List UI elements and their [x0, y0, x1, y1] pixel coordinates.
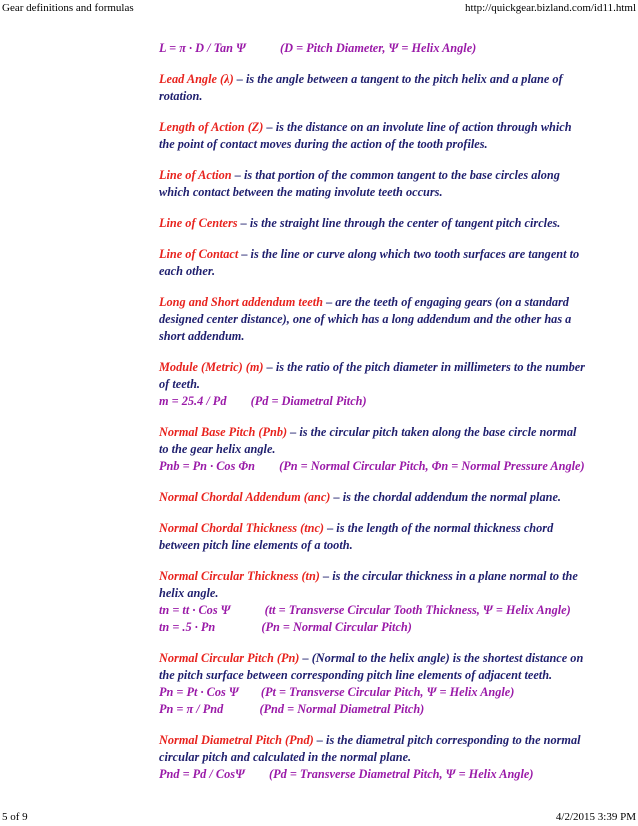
- document-body: [159, 40, 609, 797]
- term: Normal Circular Pitch (Pn): [159, 651, 300, 665]
- formula: tn = tt · Cos Ψ: [159, 603, 231, 617]
- definition-text: the pitch surface between corresponding pitch line elements of adjacent teeth.: [159, 668, 553, 682]
- formula-note: (Pnd = Normal Diametral Pitch): [259, 702, 425, 716]
- definition-normal-base-pitch: [159, 424, 609, 475]
- term: Normal Diametral Pitch (Pnd): [159, 733, 314, 747]
- definition-text: short addendum.: [159, 329, 245, 343]
- formula: Pnd = Pd / CosΨ: [159, 767, 245, 781]
- definition-text: – is the diametral pitch corresponding to the normal: [313, 733, 581, 747]
- definition-line-of-contact: [159, 246, 609, 280]
- definition-lead-angle: [159, 71, 609, 105]
- definition-text: the point of contact moves during the action of the tooth profiles.: [159, 137, 488, 151]
- term: Lead Angle (λ): [159, 72, 234, 86]
- definition-line-of-centers: [159, 215, 609, 232]
- formula: tn = .5 · Pn: [159, 620, 216, 634]
- term: Line of Contact: [159, 247, 239, 261]
- term: Length of Action (Z): [159, 120, 264, 134]
- definition-length-of-action: [159, 119, 609, 153]
- term: Normal Chordal Thickness (tnc): [159, 521, 324, 535]
- definition-normal-chordal-addendum: [159, 489, 609, 506]
- definition-text: – is the circular thickness in a plane normal to the: [319, 569, 578, 583]
- definition-text: to the gear helix angle.: [159, 442, 276, 456]
- page-header-title: Gear definitions and formulas: [2, 2, 134, 14]
- definition-text: – is the line or curve along which two tooth surfaces are tangent to: [238, 247, 580, 261]
- formula: Pn = π / Pnd: [159, 702, 224, 716]
- term: Normal Base Pitch (Pnb): [159, 425, 288, 439]
- definition-text: – is the length of the normal thickness chord: [324, 521, 554, 535]
- definition-text: – is the distance on an involute line of action through which: [263, 120, 572, 134]
- formula: L = π · D / Tan Ψ: [159, 41, 246, 55]
- definition-text: – is that portion of the common tangent to the base circles along: [231, 168, 560, 182]
- definition-normal-circular-thickness: [159, 568, 609, 636]
- formula-note: (Pn = Normal Circular Pitch): [261, 620, 412, 634]
- definition-text: designed center distance), one of which has a long addendum and the other has a: [159, 312, 572, 326]
- definition-normal-diametral-pitch: [159, 732, 609, 783]
- term: Line of Centers: [159, 216, 238, 230]
- definition-line-of-action: [159, 167, 609, 201]
- definition-text: – is the angle between a tangent to the pitch helix and a plane of: [233, 72, 563, 86]
- formula-note: (Pn = Normal Circular Pitch, Φn = Normal Pressure Angle): [279, 459, 585, 473]
- print-datetime: 4/2/2015 3:39 PM: [555, 811, 636, 823]
- term: Long and Short addendum teeth: [159, 295, 323, 309]
- page-number: 5 of 9: [2, 811, 28, 823]
- formula-note: (Pt = Transverse Circular Pitch, Ψ = Helix Angle): [260, 685, 515, 699]
- definition-text: – (Normal to the helix angle) is the shortest distance on: [299, 651, 584, 665]
- definition-text: circular pitch and calculated in the normal plane.: [159, 750, 412, 764]
- formula: Pnb = Pn · Cos Φn: [159, 459, 255, 473]
- page-header-url: http://quickgear.bizland.com/id11.html: [465, 2, 636, 14]
- term: Normal Chordal Addendum (anc): [159, 490, 331, 504]
- definition-text: between pitch line elements of a tooth.: [159, 538, 353, 552]
- definition-normal-chordal-thickness: [159, 520, 609, 554]
- definition-text: helix angle.: [159, 586, 219, 600]
- definition-module: [159, 359, 609, 410]
- formula-note: (D = Pitch Diameter, Ψ = Helix Angle): [280, 41, 477, 55]
- definition-text: of teeth.: [159, 377, 200, 391]
- definition-text: – is the chordal addendum the normal plane.: [330, 490, 561, 504]
- term: Module (Metric) (m): [159, 360, 264, 374]
- definition-text: – is the circular pitch taken along the base circle normal: [287, 425, 577, 439]
- formula-note: (Pd = Transverse Diametral Pitch, Ψ = Helix Angle): [269, 767, 534, 781]
- lead-formula: [159, 40, 609, 57]
- definition-text: – is the straight line through the center of tangent pitch circles.: [237, 216, 561, 230]
- definition-text: – are the teeth of engaging gears (on a standard: [323, 295, 569, 309]
- definition-text: which contact between the mating involute teeth occurs.: [159, 185, 443, 199]
- formula-note: (Pd = Diametral Pitch): [250, 394, 367, 408]
- term: Line of Action: [159, 168, 232, 182]
- formula-note: (tt = Transverse Circular Tooth Thickness, Ψ = Helix Angle): [264, 603, 571, 617]
- formula: Pn = Pt · Cos Ψ: [159, 685, 239, 699]
- definition-normal-circular-pitch: [159, 650, 609, 718]
- term: Normal Circular Thickness (tn): [159, 569, 320, 583]
- definition-text: rotation.: [159, 89, 203, 103]
- definition-long-short-addendum: [159, 294, 609, 345]
- definition-text: each other.: [159, 264, 216, 278]
- definition-text: – is the ratio of the pitch diameter in millimeters to the number: [263, 360, 585, 374]
- formula: m = 25.4 / Pd: [159, 394, 227, 408]
